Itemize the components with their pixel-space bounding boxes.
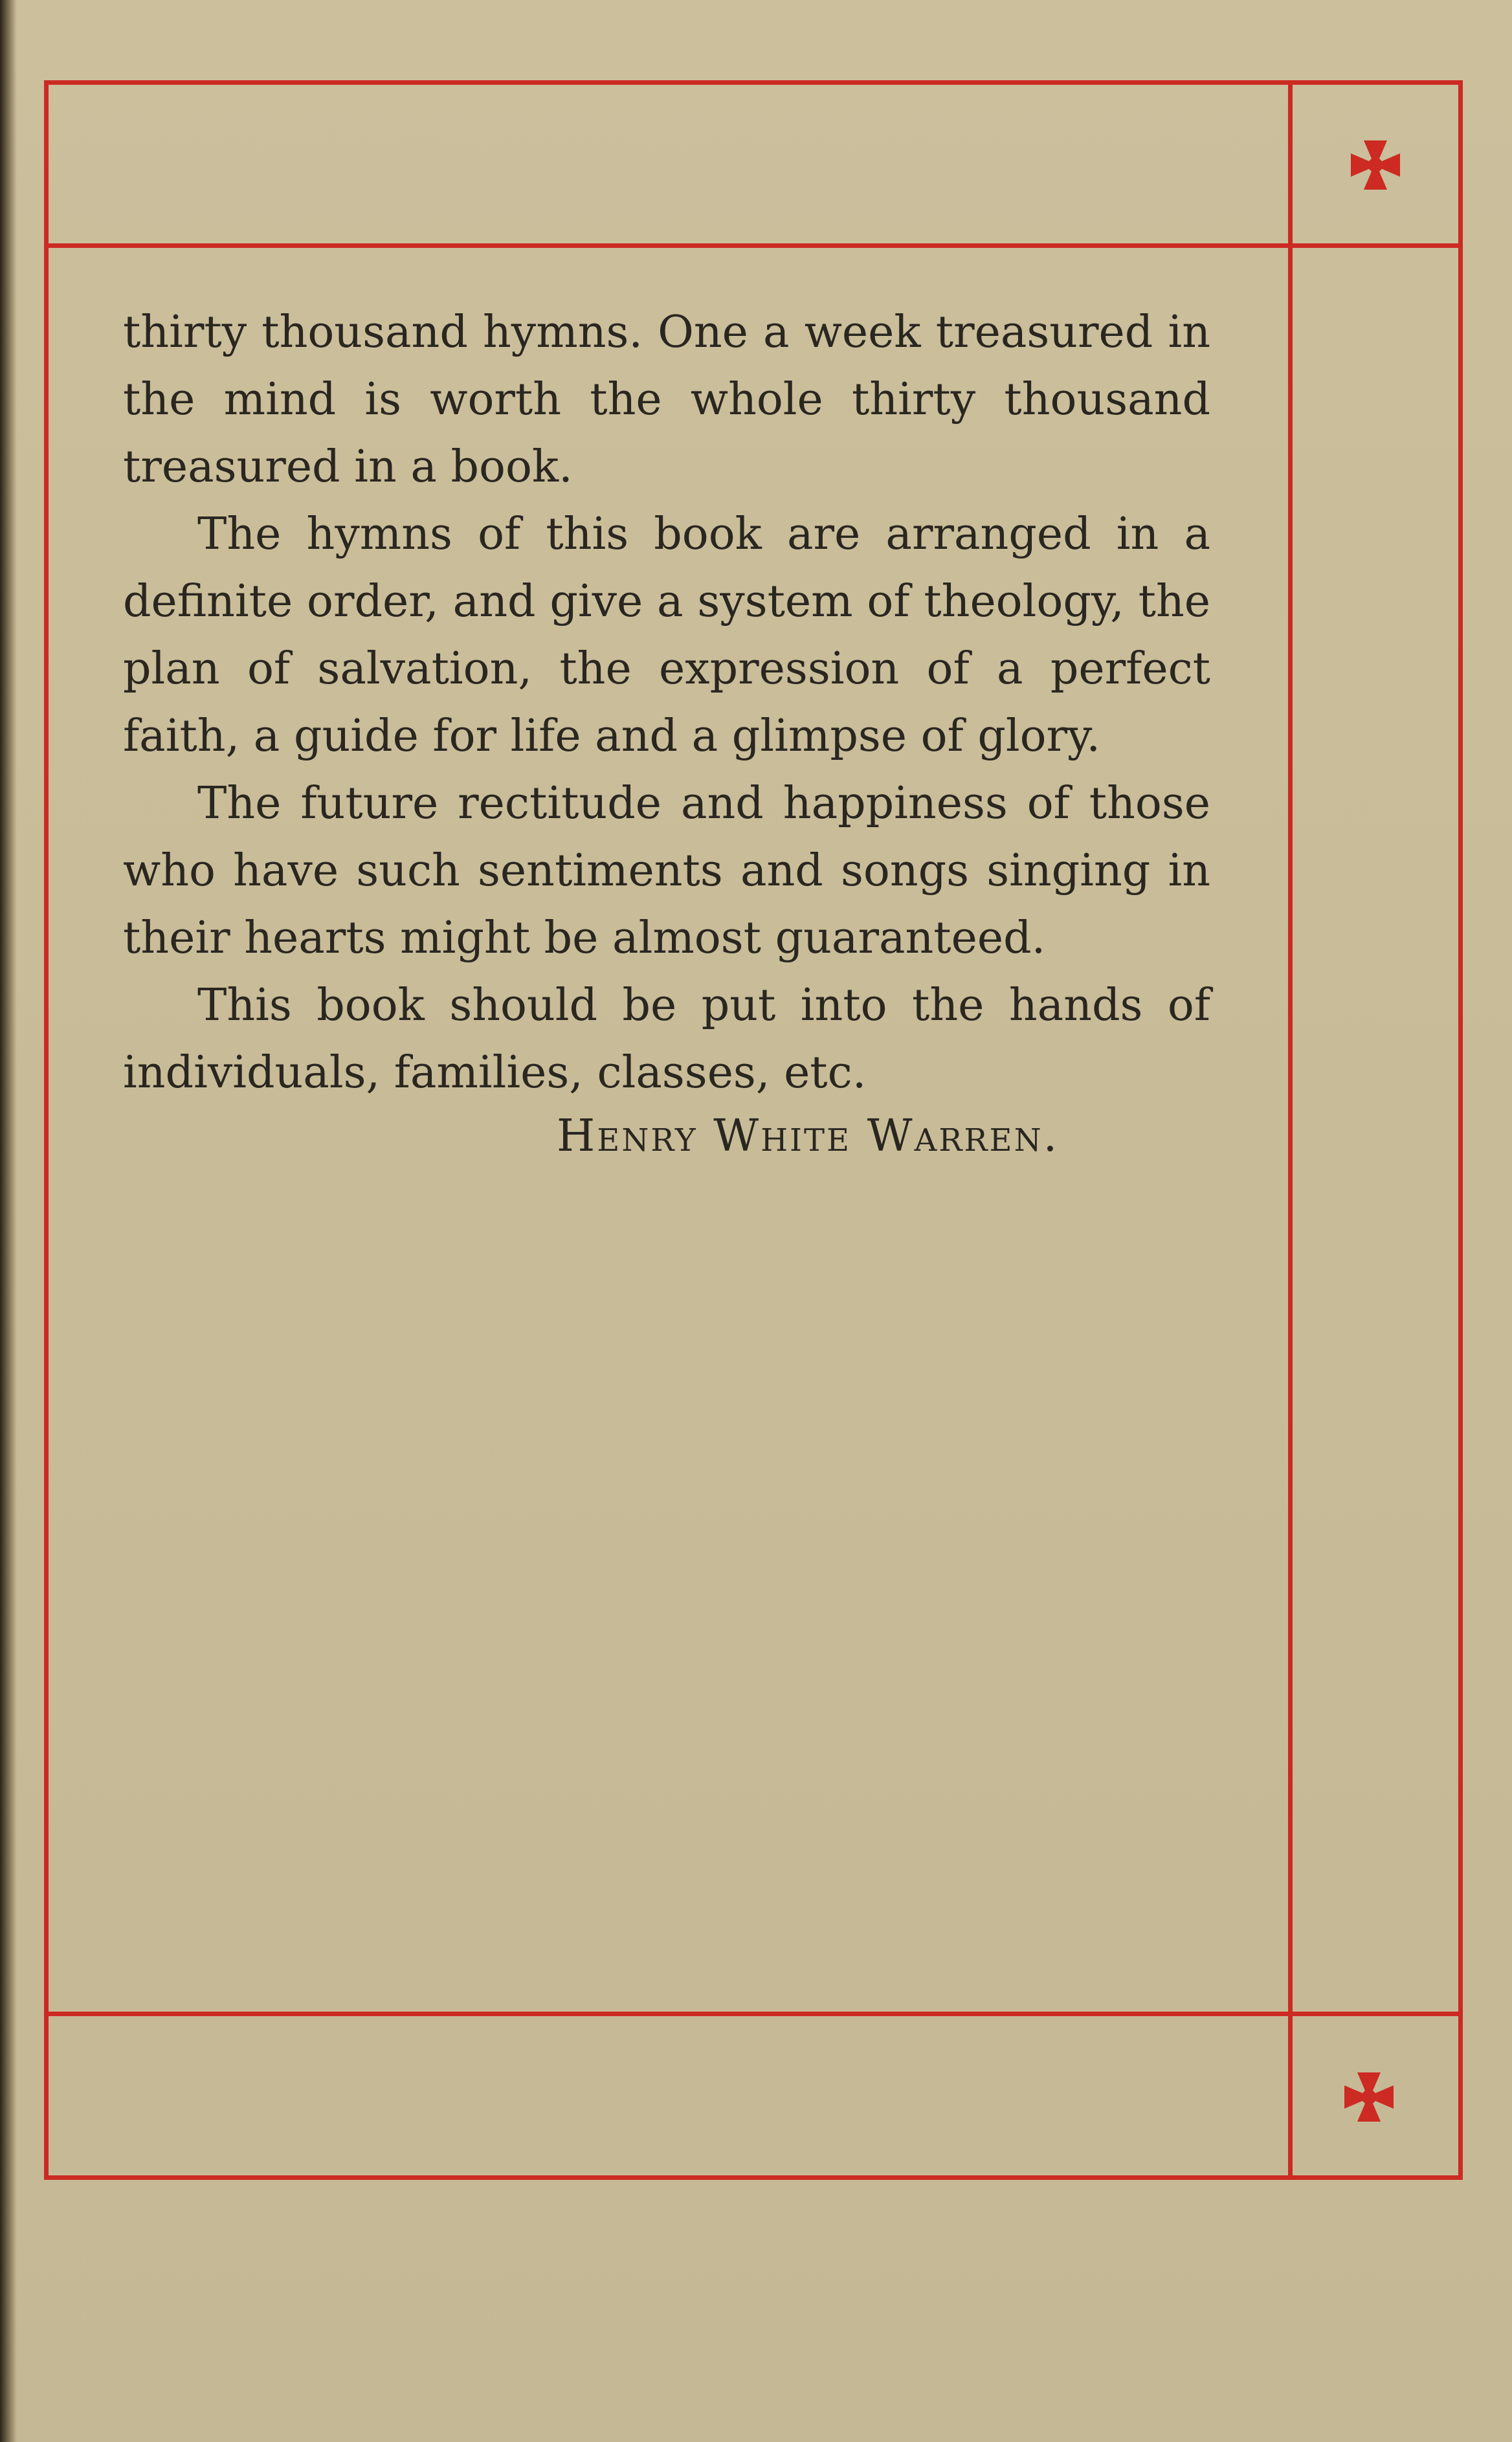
preface-text bbox=[123, 299, 1210, 1107]
cross-pattee-icon bbox=[1350, 139, 1401, 191]
paragraph-3: The future rectitude and happiness of those who have such sentiments and songs singing in their hearts might be almost guaranteed. bbox=[123, 778, 1210, 964]
author-signature: Henry White Warren. bbox=[557, 1111, 1060, 1162]
paragraph-1: thirty thousand hymns. One a week treasured in the mind is worth the whole thirty thousand treasured in a book. bbox=[123, 307, 1210, 493]
cross-pattee-icon bbox=[1343, 2071, 1395, 2123]
top-horizontal-rule bbox=[44, 243, 1463, 248]
bottom-horizontal-rule bbox=[44, 2012, 1463, 2016]
paragraph-2: The hymns of this book are arranged in a definite order, and give a system of theology, the plan of salvation, the expression of a perfect faith, a guide for life and a glimpse of glory. bbox=[123, 509, 1210, 762]
spine-shadow bbox=[0, 0, 17, 2442]
paragraph-4: This book should be put into the hands of individuals, families, classes, etc. bbox=[123, 980, 1210, 1098]
right-column-rule bbox=[1288, 80, 1293, 2180]
